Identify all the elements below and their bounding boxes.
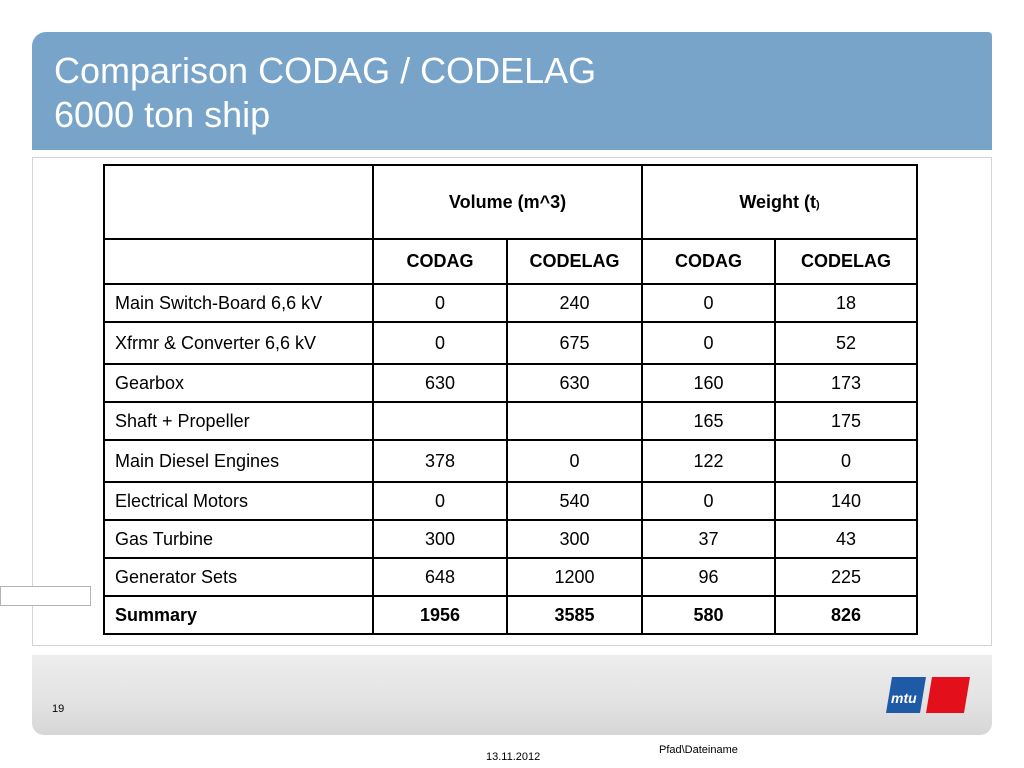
table-cell: 0	[642, 284, 775, 322]
placeholder-box	[0, 586, 91, 606]
comparison-table	[103, 164, 918, 635]
summary-row	[104, 596, 917, 634]
mtu-logo	[884, 677, 972, 713]
row-label: Shaft + Propeller	[104, 402, 373, 440]
logo-red-block	[926, 677, 970, 713]
table-cell: 175	[775, 402, 917, 440]
footer-date: 13.11.2012	[486, 751, 541, 763]
table-cell: 122	[642, 440, 775, 482]
table-row	[104, 558, 917, 596]
table-cell: 300	[373, 520, 507, 558]
table-row	[104, 322, 917, 364]
slide-title: Comparison CODAG / CODELAG	[54, 50, 597, 91]
summary-label: Summary	[104, 596, 373, 634]
header-empty-cell	[104, 165, 373, 239]
logo-text: mtu	[891, 690, 917, 706]
table-cell: 0	[373, 322, 507, 364]
table-cell	[373, 402, 507, 440]
row-label: Main Diesel Engines	[104, 440, 373, 482]
table-row	[104, 440, 917, 482]
table-cell: 37	[642, 520, 775, 558]
subheader-empty-cell	[104, 239, 373, 284]
table-cell	[507, 402, 642, 440]
summary-cell: 1956	[373, 596, 507, 634]
table-cell: 96	[642, 558, 775, 596]
table-cell: 540	[507, 482, 642, 520]
title-band	[32, 32, 992, 150]
table-cell: 0	[373, 482, 507, 520]
summary-cell: 3585	[507, 596, 642, 634]
table-cell: 0	[642, 322, 775, 364]
table-cell: 630	[507, 364, 642, 402]
table-cell: 675	[507, 322, 642, 364]
row-label: Gearbox	[104, 364, 373, 402]
table-cell: 0	[373, 284, 507, 322]
table-cell: 300	[507, 520, 642, 558]
summary-cell: 580	[642, 596, 775, 634]
table-cell: 140	[775, 482, 917, 520]
slide-subtitle: 6000 ton ship	[54, 94, 271, 135]
table-cell: 52	[775, 322, 917, 364]
table-header-row	[104, 165, 917, 239]
page-number: 19	[52, 703, 65, 715]
table-row	[104, 284, 917, 322]
subheader-cell: CODAG	[373, 239, 507, 284]
summary-cell: 826	[775, 596, 917, 634]
subheader-cell: CODELAG	[775, 239, 917, 284]
table-cell: 0	[775, 440, 917, 482]
table-cell: 0	[642, 482, 775, 520]
table-cell: 0	[507, 440, 642, 482]
row-label: Main Switch-Board 6,6 kV	[104, 284, 373, 322]
row-label: Electrical Motors	[104, 482, 373, 520]
table-cell: 225	[775, 558, 917, 596]
table-cell: 240	[507, 284, 642, 322]
table-cell: 1200	[507, 558, 642, 596]
table-cell: 160	[642, 364, 775, 402]
table-cell: 43	[775, 520, 917, 558]
table-cell: 165	[642, 402, 775, 440]
table-cell: 18	[775, 284, 917, 322]
table-cell: 173	[775, 364, 917, 402]
table-subheader-row	[104, 239, 917, 284]
table-row	[104, 482, 917, 520]
footer-band	[32, 655, 992, 735]
table-cell: 648	[373, 558, 507, 596]
table-cell: 378	[373, 440, 507, 482]
weight-header: Weight (t)	[642, 165, 917, 239]
table-row	[104, 364, 917, 402]
row-label: Generator Sets	[104, 558, 373, 596]
table-cell: 630	[373, 364, 507, 402]
table-row	[104, 402, 917, 440]
subheader-cell: CODAG	[642, 239, 775, 284]
subheader-cell: CODELAG	[507, 239, 642, 284]
table-row	[104, 520, 917, 558]
footer-path: Pfad\Dateiname	[659, 744, 738, 756]
row-label: Xfrmr & Converter 6,6 kV	[104, 322, 373, 364]
volume-header: Volume (m^3)	[373, 165, 642, 239]
row-label: Gas Turbine	[104, 520, 373, 558]
